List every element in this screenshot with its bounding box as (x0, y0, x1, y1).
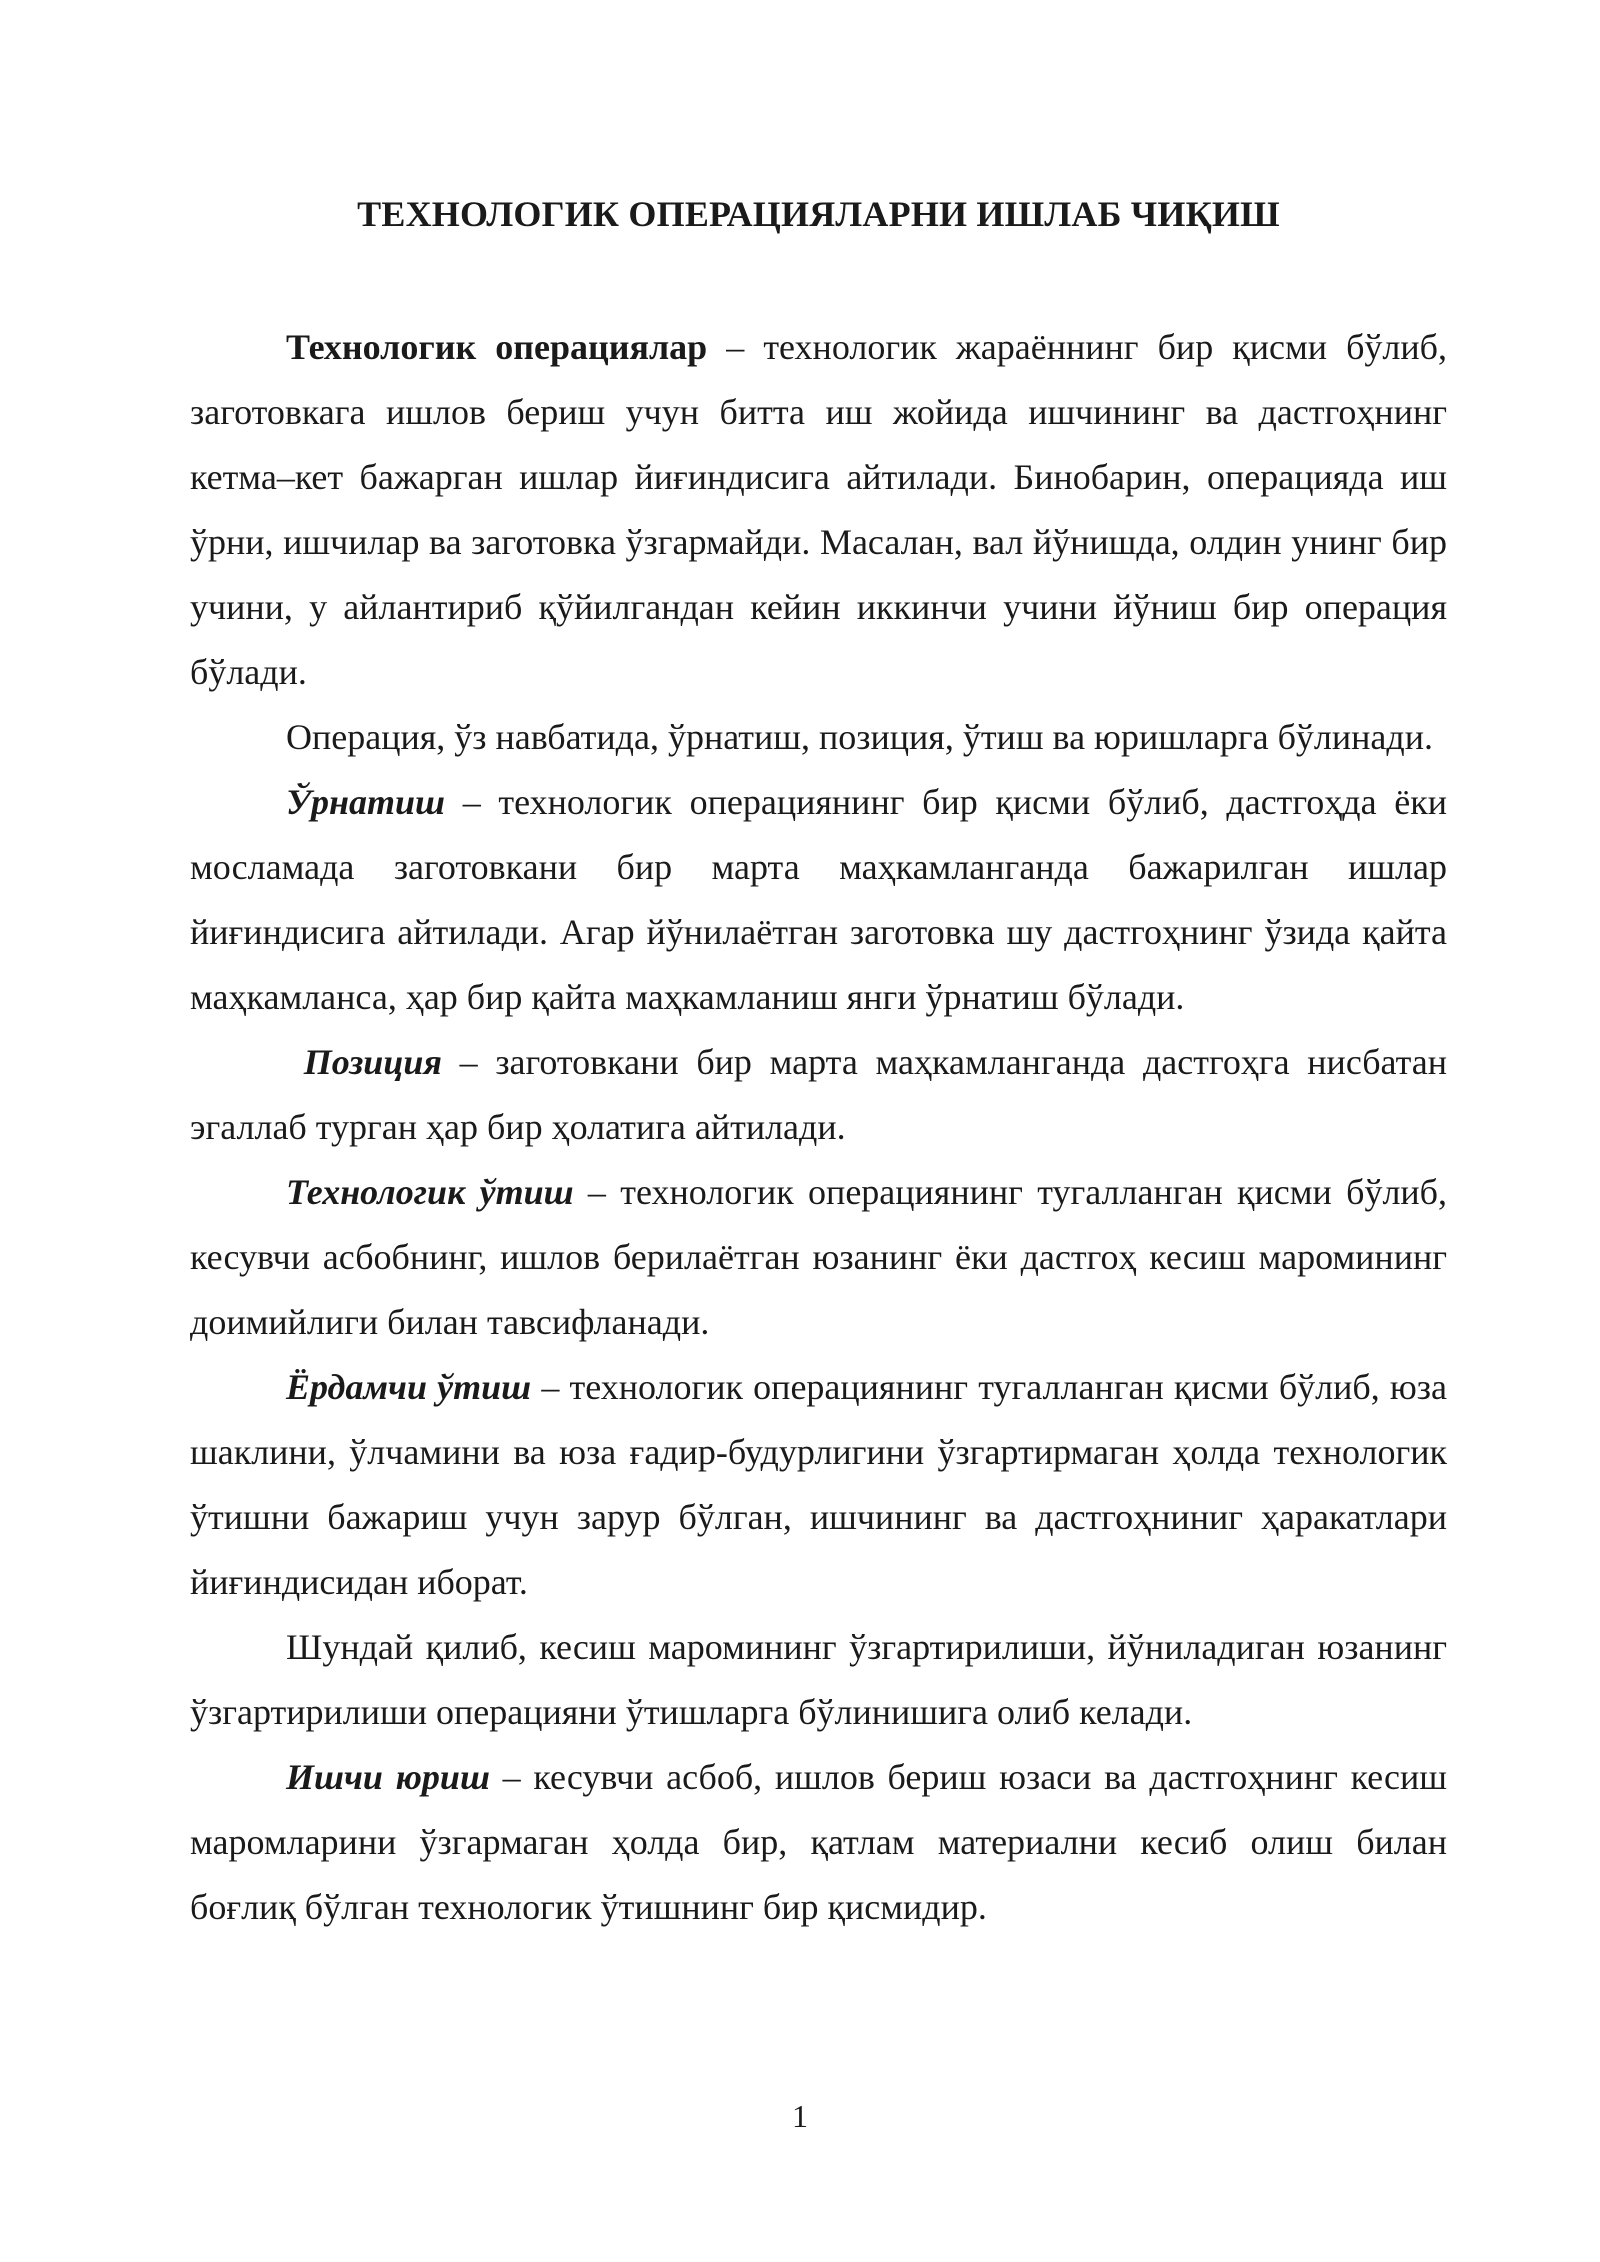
conclusion-text: Шундай қилиб, кесиш маромининг ўзгартирилиши, йўниладиган юзанинг ўзгартирилиши операцияни ўтишларга бўлинишига олиб келади. (190, 1627, 1447, 1732)
paragraph-technological-pass (190, 1160, 1447, 1355)
paragraph-setup (190, 770, 1447, 1030)
paragraph-position (190, 1030, 1447, 1160)
operation-division-text: Операция, ўз навбатида, ўрнатиш, позиция, ўтиш ва юришларга бўлинади. (286, 717, 1433, 757)
paragraph-conclusion (190, 1615, 1447, 1745)
paragraph-working-stroke (190, 1745, 1447, 1940)
paragraph-auxiliary-pass (190, 1355, 1447, 1615)
term-auxiliary-pass: Ёрдамчи ўтиш (286, 1367, 532, 1407)
term-position: Позиция (303, 1042, 442, 1082)
paragraph-technological-operations (190, 315, 1447, 705)
term-technological-operations: Технологик операциялар (286, 327, 708, 367)
definition-technological-operations: – технологик жараённинг бир қисми бўлиб, заготовкага ишлов бериш учун битта иш жойида ишчининг ва дастгоҳнинг кетма–кет бажарган ишлар йиғиндисига айтилади. Бинобарин, операцияда иш ўрни, ишчилар ва заготовка ўзгармайди. Масалан, вал йўнишда, олдин унинг бир учини, у айлантириб қўйилгандан кейин иккинчи учини йўниш бир операция бўлади. (190, 327, 1447, 692)
term-setup: Ўрнатиш (286, 782, 446, 822)
document-body (190, 315, 1447, 1940)
definition-position: – заготовкани бир марта маҳкамланганда дастгоҳга нисбатан эгаллаб турган ҳар бир ҳолатига айтилади. (190, 1042, 1448, 1147)
term-working-stroke: Ишчи юриш (286, 1757, 490, 1797)
definition-working-stroke: – кесувчи асбоб, ишлов бериш юзаси ва дастгоҳнинг кесиш маромларини ўзгармаган ҳолда бир, қатлам материални кесиб олиш билан боғлиқ бўлган технологик ўтишнинг бир қисмидир. (190, 1757, 1447, 1927)
definition-auxiliary-pass: – технологик операциянинг тугалланган қисми бўлиб, юза шаклини, ўлчамини ва юза ғадир-будурлигини ўзгартирмаган ҳолда технологик ўтишни бажариш учун зарур бўлган, ишчининг ва дастгоҳниниг ҳаракатлари йиғиндисидан иборат. (190, 1367, 1447, 1602)
term-technological-pass: Технологик ўтиш (286, 1172, 574, 1212)
definition-technological-pass: – технологик операциянинг тугалланган қисми бўлиб, кесувчи асбобнинг, ишлов берилаётган юзанинг ёки дастгоҳ кесиш маромининг доимийлиги билан тавсифланади. (190, 1172, 1447, 1342)
paragraph-operation-division (190, 705, 1447, 770)
definition-setup: – технологик операциянинг бир қисми бўлиб, дастгоҳда ёки мосламада заготовкани бир марта маҳкамланганда бажарилган ишлар йиғиндисига айтилади. Агар йўнилаётган заготовка шу дастгоҳнинг ўзида қайта маҳкамланса, ҳар бир қайта маҳкамланиш янги ўрнатиш бўлади. (190, 782, 1447, 1017)
page-number: 1 (792, 2098, 808, 2134)
page-title: ТЕХНОЛОГИК ОПЕРАЦИЯЛАРНИ ИШЛАБ ЧИҚИШ (357, 194, 1280, 234)
